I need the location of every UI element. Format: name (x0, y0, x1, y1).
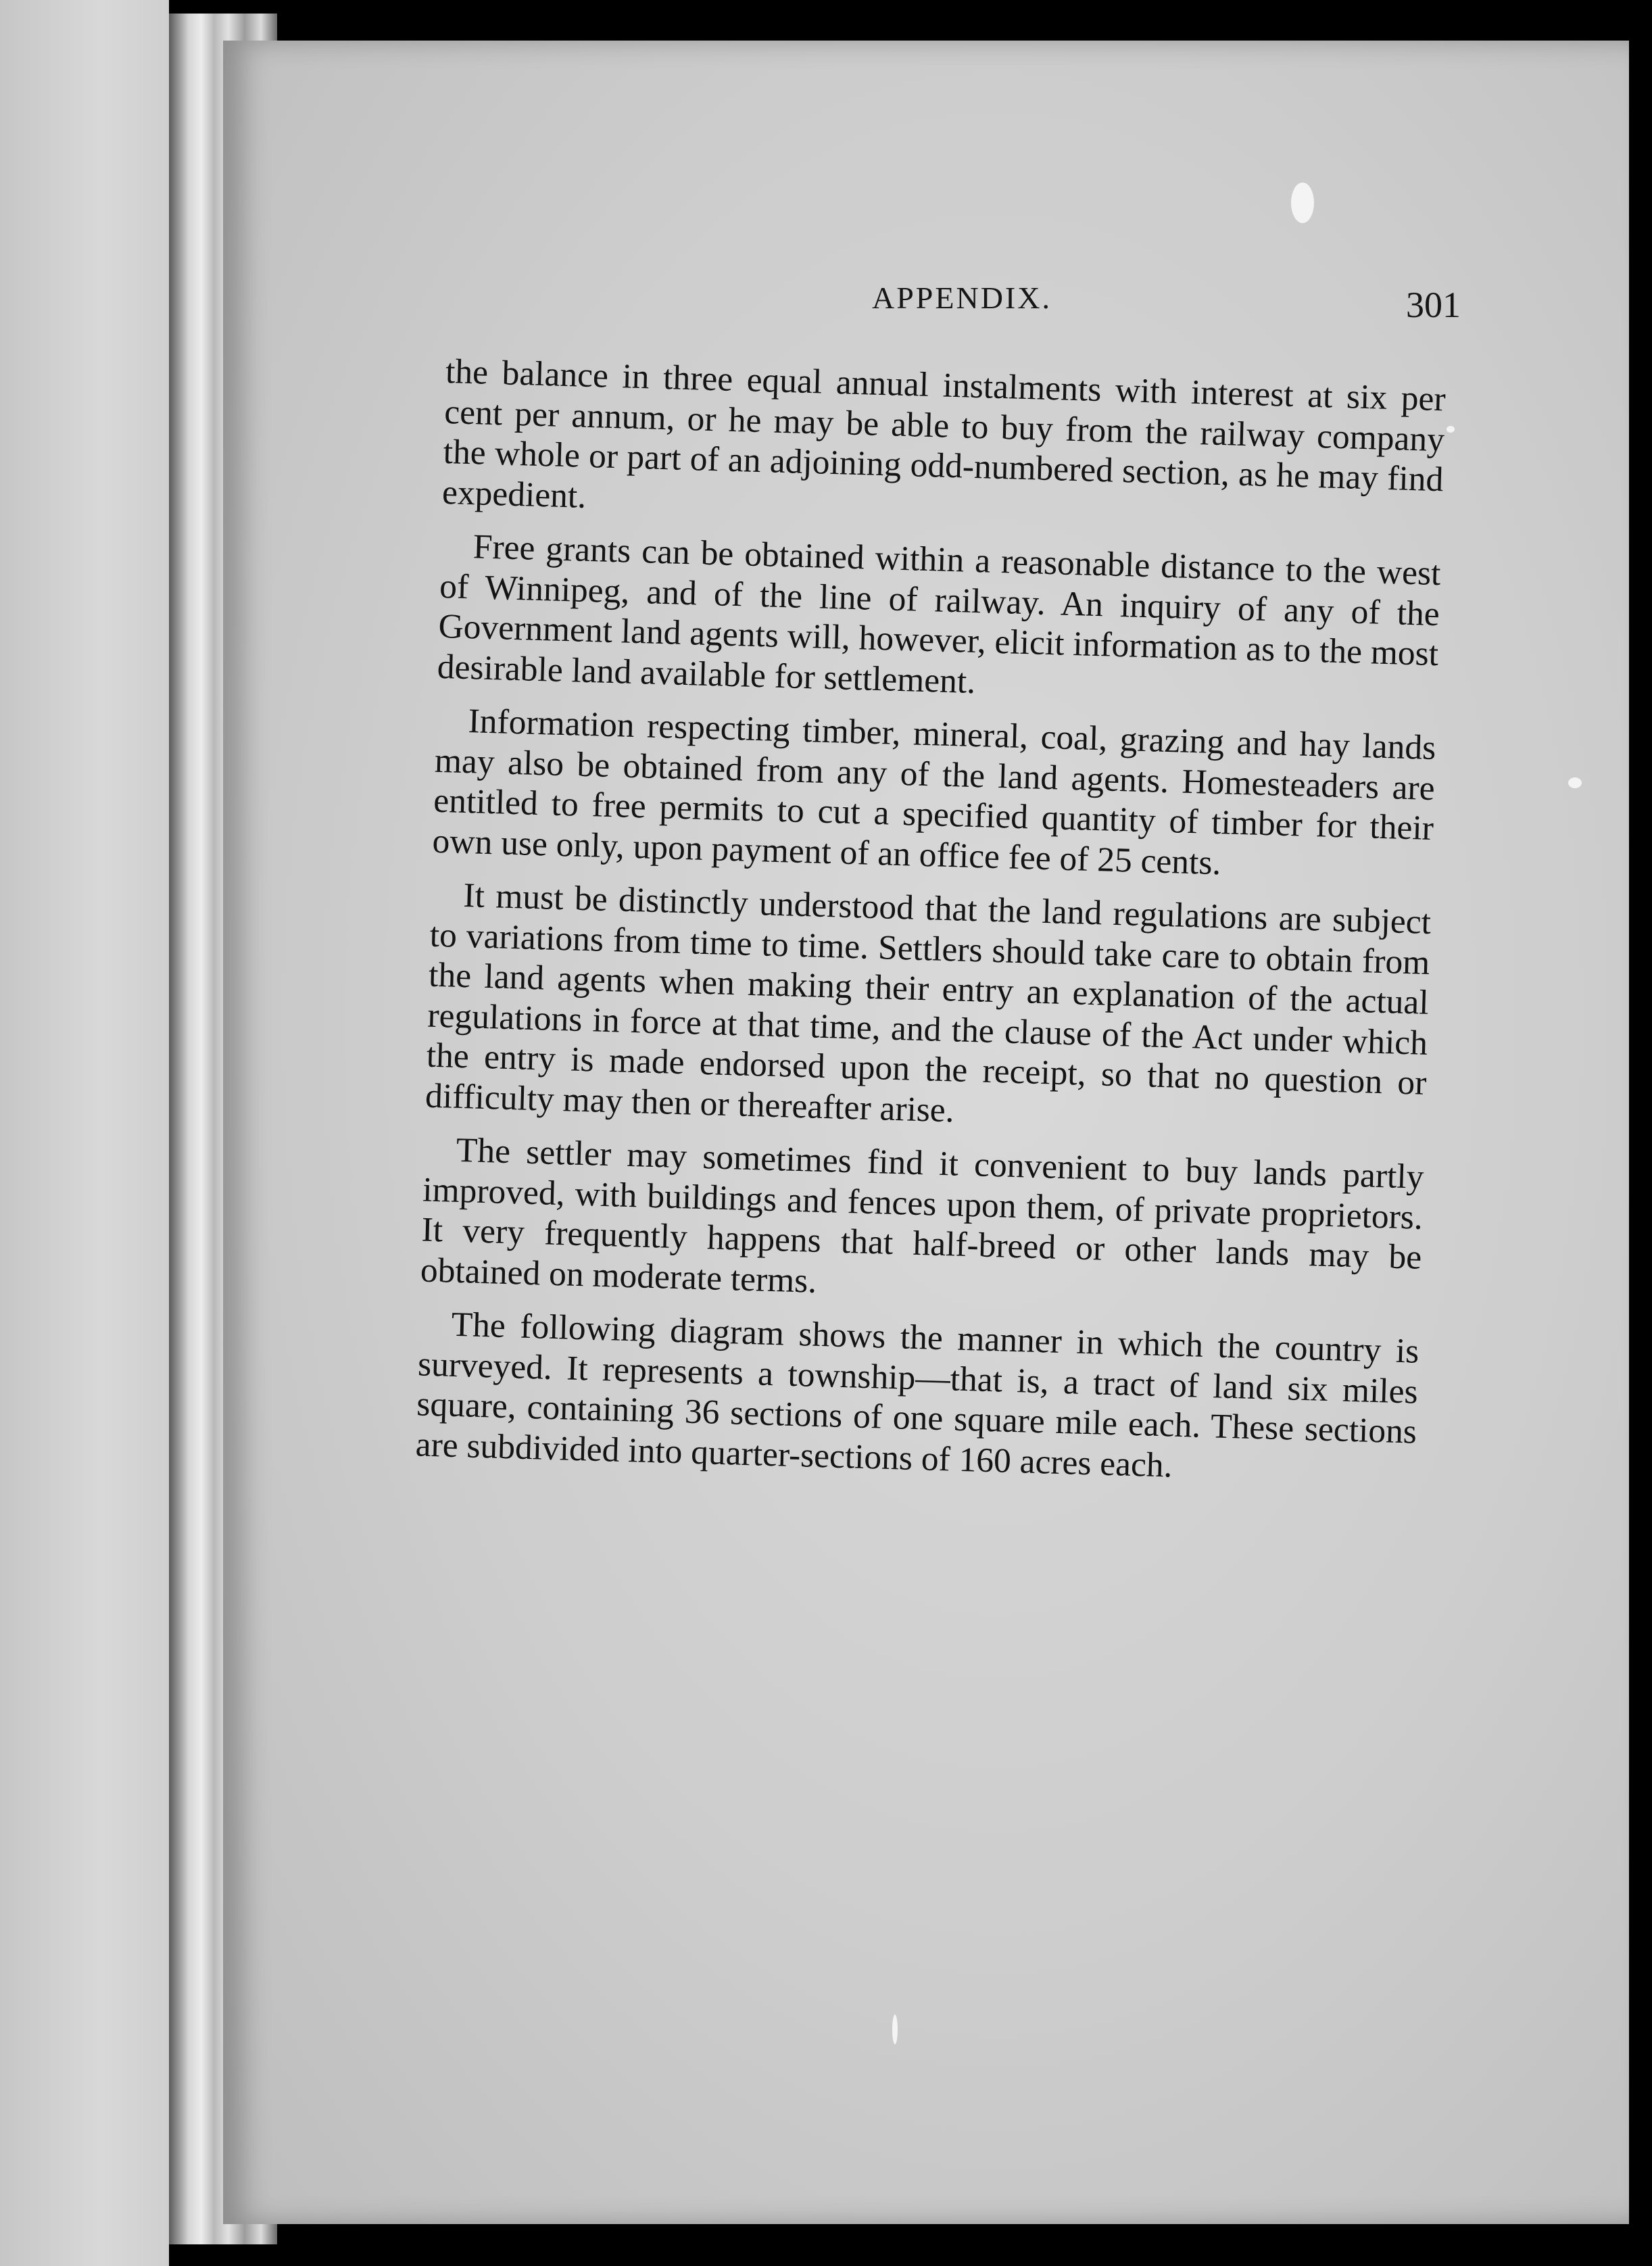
paragraph-free-grants: Free grants can be obtained within a reasonable distance to the west of Winnipeg, and of the line of railway. An inquiry of any of the Government land agents will, however, elicit information as to the most desirable land available for settlement. (437, 527, 1442, 701)
paragraph-land-regulations: It must be distinctly understood that the land regulations are subject to variations from time to time. Settlers should take care to obtain from the land agents when making their entry an explanation of the actual regulations in force at that time, and the clause of the Act under which the entry is made endorsed upon the receipt, so that no question or difficulty may then or thereafter arise. (424, 876, 1432, 1130)
paper-speck (1291, 183, 1314, 223)
paper-speck (892, 2015, 898, 2044)
left-page-edge (0, 0, 169, 2266)
paragraph-survey-diagram: The following diagram shows the manner in which the country is surveyed. It represents a township—that is, a tract of land six miles square, containing 36 sections of one square mile each. These sections are subdivided into quarter-sections of 160 acres each. (415, 1305, 1420, 1485)
paper-speck (1568, 777, 1582, 788)
paragraph-improved-lands: The settler may sometimes find it convenient to buy lands partly improved, with buildings and fences upon them, of private proprietors. It very frequently happens that half-breed or other lands may be obtained on moderate terms. (420, 1130, 1425, 1301)
paragraph-continued: the balance in three equal annual instalments with interest at six per cent per annum, or he may be able to buy from the railway company the whole or part of an adjoining odd-numbered section, as he may find expedient. (441, 352, 1447, 516)
paper-speck (1447, 426, 1455, 433)
paragraph-timber-information: Information respecting timber, mineral, coal, grazing and hay lands may also be obtained from any of the land agents. Homesteaders are entitled to free permits to cut a specified quantity of timber for their own use only, upon payment of an office fee of 25 cents. (431, 702, 1436, 882)
page-number: 301 (1406, 285, 1461, 325)
body-text (414, 352, 1446, 1506)
running-head: APPENDIX. (872, 281, 1052, 315)
